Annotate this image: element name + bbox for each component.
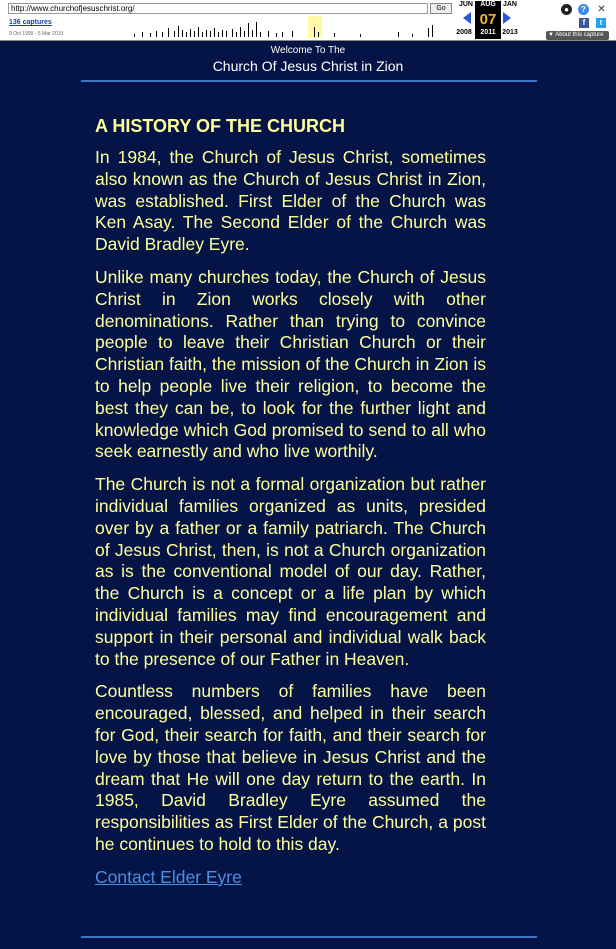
capture-day: 07 [475,10,501,29]
prev-arrow-icon[interactable] [463,12,471,24]
paragraph-families: Countless numbers of families have been encouraged, blessed, and helped in their search for God, their search for faith, and their search for love by those that believe in Jesus Christ and the dream that He will one day return to the earth. In 1985, David Bradley Eyre assumed the responsibilities as First Elder of the Church, a post he continues to hold to this day. [95,681,486,854]
captures-link[interactable]: 136 captures [9,19,52,26]
header-welcome: Welcome To The [270,45,346,56]
close-icon[interactable]: ✕ [597,4,606,15]
url-input[interactable]: http://www.churchofjesuschrist.org/ [8,3,428,14]
capture-date-range: 9 Oct 1999 - 5 Mar 2019 [9,31,64,37]
month-next[interactable]: JAN [502,1,517,8]
paragraph-founding: In 1984, the Church of Jesus Christ, sometimes also known as the Church of Jesus Christ in Zion, was established. First Elder of the Church was Ken Asay. The Second Elder of the Church was David Bradley Eyre. [95,147,486,255]
next-arrow-icon[interactable] [503,12,511,24]
year-prev[interactable]: 2008 [456,29,472,36]
help-icon[interactable]: ? [578,4,589,15]
paragraph-organization: The Church is not a formal organization but rather individual families organized as units, presided over by a father or a family patriarch. The Church of Jesus Christ, then, is not a Church organization as is the conventional model of our day. Rather, the Church is a concept or a life plan by which individual families may find encouragement and support in their personal and individual walk back to the presence of our Father in Heaven. [95,474,486,669]
month-prev[interactable]: JUN [458,1,473,8]
capture-sparkline[interactable] [72,15,450,38]
year-next[interactable]: 2013 [502,29,518,36]
contact-elder-link[interactable]: Contact Elder Eyre [95,866,242,887]
user-icon[interactable]: ● [561,4,572,15]
page-title: Church Of Jesus Christ in Zion [212,58,404,74]
month-current: AUG [475,1,501,10]
go-button[interactable]: Go [430,3,452,14]
divider-top [81,80,537,82]
about-capture-button[interactable]: ▼ About this capture [546,31,609,40]
divider-bottom [81,936,537,938]
facebook-icon[interactable]: f [579,18,589,28]
sparkline-bars [134,22,433,37]
article-heading: A HISTORY OF THE CHURCH [95,116,346,136]
paragraph-mission: Unlike many churches today, the Church of Jesus Christ in Zion works closely with other denominations. Rather than trying to convince people to leave their Christian Church or their Christian faith, the mission of the Church in Zion is to help people live their religion, to become the best they can be, to look for the further light and knowledge which God promised to send to all who seek earnestly and who live worthily. [95,266,486,462]
year-current: 2011 [475,29,501,39]
article [95,116,486,888]
twitter-icon[interactable]: t [596,18,606,28]
wayback-toolbar [0,0,616,41]
